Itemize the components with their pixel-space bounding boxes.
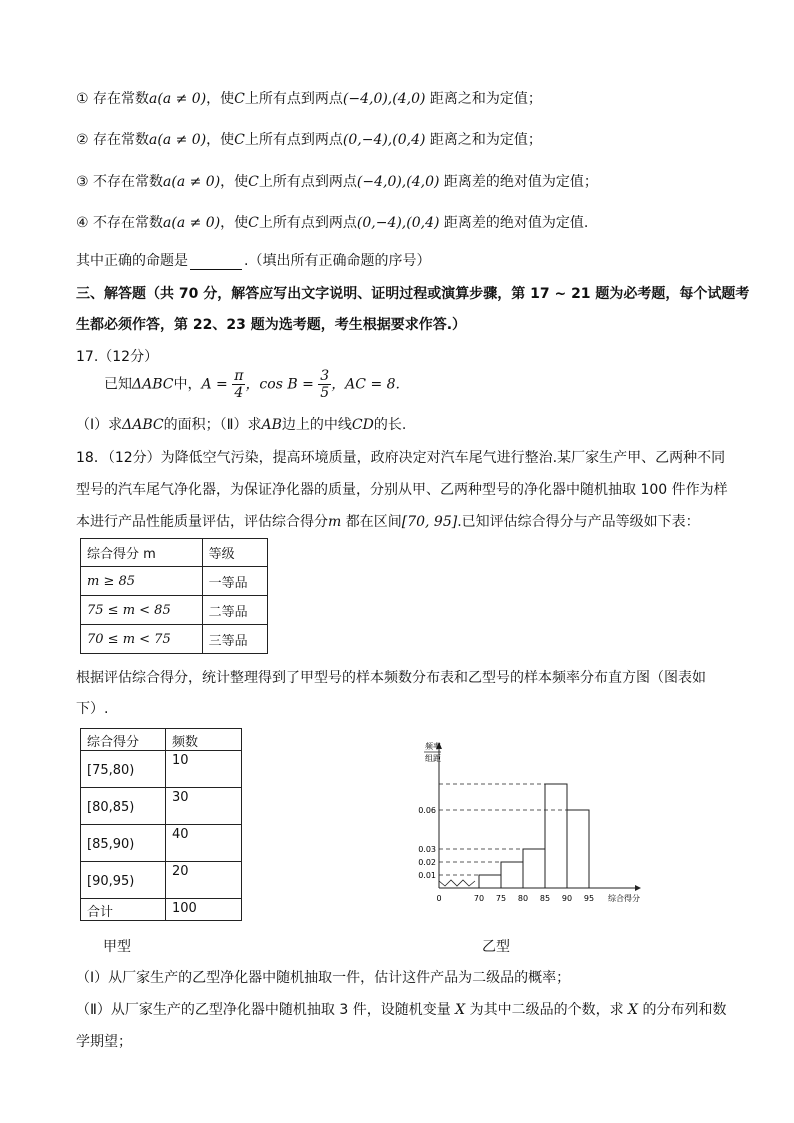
freq-cell: 100 bbox=[166, 899, 242, 921]
y-label-bottom: 组距 bbox=[425, 754, 441, 763]
q17-header: 17.（12分） bbox=[76, 349, 159, 365]
q18-sub-3: 学期望； bbox=[76, 1034, 132, 1050]
grade-cell: 三等品 bbox=[202, 625, 267, 654]
q18-sub-2: （Ⅱ）从厂家生产的乙型净化器中随机抽取 3 件，设随机变量 X 为其中二级品的个数，求 X 的分布列和数 bbox=[76, 1002, 727, 1018]
freq-cell: [90,95) bbox=[81, 862, 166, 899]
section-heading-line-2: 生都必须作答，第 22、23 题为选考题，考生根据要求作答.） bbox=[76, 317, 467, 333]
histogram-bar bbox=[567, 810, 589, 888]
freq-cell: 30 bbox=[166, 788, 242, 825]
grade-cell: m ≥ 85 bbox=[81, 567, 203, 596]
grade-header-level: 等级 bbox=[202, 539, 267, 567]
y-tick-label: 0.03 bbox=[418, 845, 436, 854]
grade-cell: 一等品 bbox=[202, 567, 267, 596]
y-tick-label: 0.01 bbox=[418, 871, 436, 880]
caption-type-b: 乙型 bbox=[482, 939, 510, 955]
fraction-3-over-5: $\frac{3}{5}$ bbox=[320, 368, 330, 401]
proposition-3: ③ 不存在常数a(a ≠ 0)，使C上所有点到两点(−4,0),(4,0) 距离差的绝对值为定值； bbox=[76, 174, 598, 190]
x-axis-arrow bbox=[635, 885, 641, 891]
q18-para-line-1: 根据评估综合得分，统计整理得到了甲型号的样本频数分布表和乙型号的样本频率分布直方图（图表如 bbox=[76, 670, 706, 686]
x-axis-label: 综合得分 bbox=[608, 894, 640, 903]
histogram-bar bbox=[545, 784, 567, 888]
x-tick-label: 80 bbox=[517, 894, 529, 903]
answer-blank bbox=[190, 255, 242, 270]
q18-line-1: 18．（12分）为降低空气污染，提高环境质量，政府决定对汽车尾气进行整治.某厂家生产甲、乙两种不同 bbox=[76, 450, 726, 466]
fill-prompt: 其中正确的命题是 .（填出所有正确命题的序号） bbox=[76, 253, 431, 269]
q18-line-3: 本进行产品性能质量评估，评估综合得分m 都在区间[70, 95].已知评估综合得分与产品等级如下表： bbox=[76, 514, 700, 530]
q18-sub-1: （Ⅰ）从厂家生产的乙型净化器中随机抽取一件，估计这件产品为二级品的概率； bbox=[76, 970, 571, 986]
proposition-4: ④ 不存在常数a(a ≠ 0)，使C上所有点到两点(0,−4),(0,4) 距离差的绝对值为定值. bbox=[76, 215, 589, 231]
x-tick-label: 90 bbox=[561, 894, 573, 903]
freq-header-count: 频数 bbox=[166, 729, 242, 751]
x-tick-label: 85 bbox=[539, 894, 551, 903]
freq-cell: [75,80) bbox=[81, 751, 166, 788]
histogram-bar bbox=[479, 875, 501, 888]
q17-asks: （Ⅰ）求ΔABC的面积；（Ⅱ）求AB边上的中线CD的长. bbox=[76, 417, 407, 433]
x-tick-label: 95 bbox=[583, 894, 595, 903]
q17-given: 已知ΔABC中，A = $\frac{\pi}{4}$ ，cos B = $\frac{3}{5}$ ，AC = 8. bbox=[104, 368, 400, 401]
histogram-bar bbox=[523, 849, 545, 888]
q18-para-line-2: 下）. bbox=[76, 701, 109, 717]
x-tick-label: 0 bbox=[436, 894, 442, 903]
section-heading-line-1: 三、解答题（共 70 分，解答应写出文字说明、证明过程或演算步骤，第 17 ~ 21 题为必考题，每个试题考 bbox=[76, 286, 750, 302]
grade-table bbox=[80, 538, 268, 654]
histogram-chart bbox=[410, 733, 670, 913]
histogram-bar bbox=[501, 862, 523, 888]
proposition-1: ① 存在常数a(a ≠ 0)，使C上所有点到两点(−4,0),(4,0) 距离之和为定值； bbox=[76, 91, 542, 107]
frequency-table bbox=[80, 728, 242, 921]
caption-type-a: 甲型 bbox=[103, 939, 131, 955]
q18-line-2: 型号的汽车尾气净化器，为保证净化器的质量，分别从甲、乙两种型号的净化器中随机抽取 100 件作为样 bbox=[76, 482, 728, 498]
freq-cell: [85,90) bbox=[81, 825, 166, 862]
freq-cell: [80,85) bbox=[81, 788, 166, 825]
y-label-top: 频率 bbox=[425, 742, 441, 751]
freq-cell: 20 bbox=[166, 862, 242, 899]
y-tick-label: 0.06 bbox=[418, 806, 436, 815]
proposition-2: ② 存在常数a(a ≠ 0)，使C上所有点到两点(0,−4),(0,4) 距离之和为定值； bbox=[76, 132, 542, 148]
x-tick-label: 70 bbox=[473, 894, 485, 903]
axis-break bbox=[439, 880, 475, 886]
y-tick-label: 0.02 bbox=[418, 858, 436, 867]
grade-cell: 二等品 bbox=[202, 596, 267, 625]
freq-cell: 40 bbox=[166, 825, 242, 862]
freq-cell: 合计 bbox=[81, 899, 166, 921]
fraction-pi-over-4: $\frac{\pi}{4}$ bbox=[234, 368, 244, 401]
grade-cell: 75 ≤ m < 85 bbox=[81, 596, 203, 625]
grade-header-score: 综合得分 m bbox=[81, 539, 203, 567]
freq-header-score: 综合得分 bbox=[81, 729, 166, 751]
grade-cell: 70 ≤ m < 75 bbox=[81, 625, 203, 654]
freq-cell: 10 bbox=[166, 751, 242, 788]
x-tick-label: 75 bbox=[495, 894, 507, 903]
